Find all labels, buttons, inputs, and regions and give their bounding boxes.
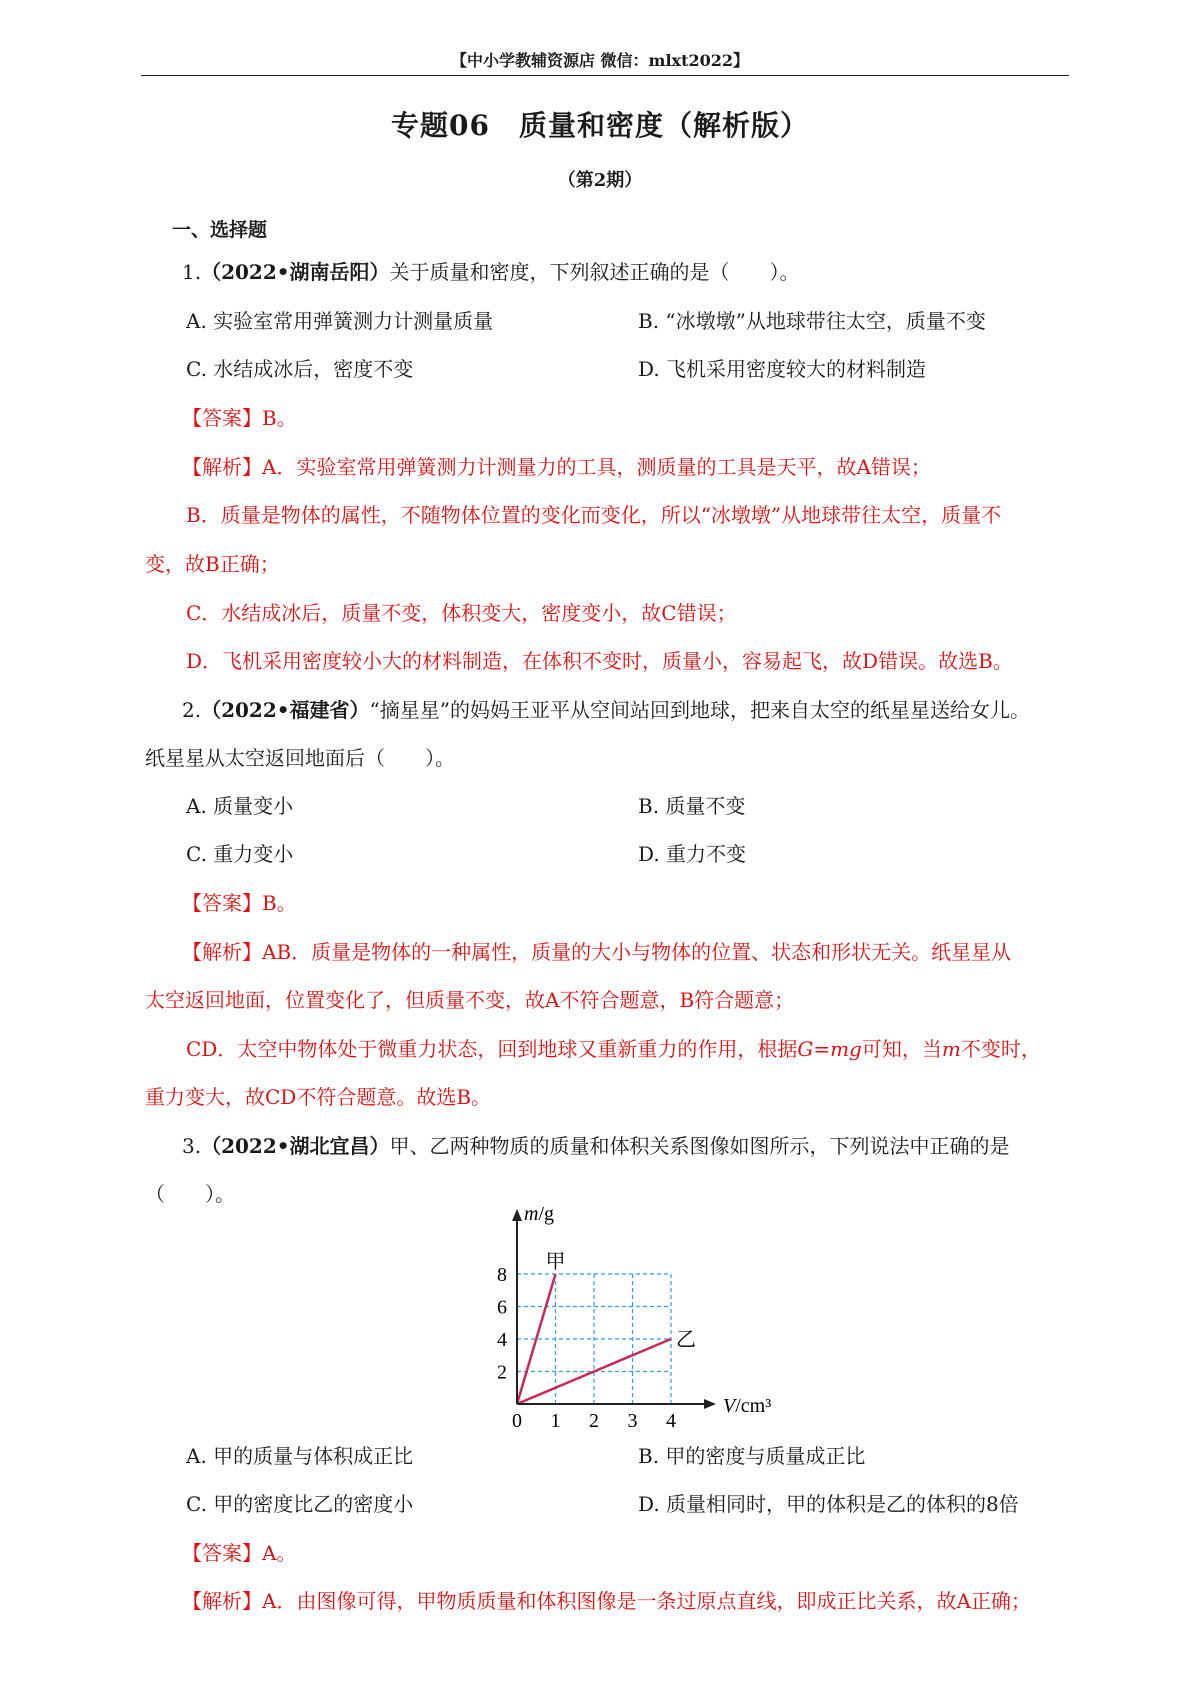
q2-stem-text: “摘星星”的妈妈王亚平从空间站回到地球，把来自太空的纸星星送给女儿。 [369,698,1030,722]
q1-option-c: C. 水结成冰后，密度不变 [186,357,414,381]
chart-grid [517,1274,671,1404]
x-tick-label: 4 [666,1410,676,1430]
chart-series [517,1251,696,1404]
q1-source: （2022•湖南岳阳） [201,260,390,284]
y-axis-label-var: m [524,1203,539,1225]
q1-analysis-line: C．水结成冰后，质量不变，体积变大，密度变小，故C错误； [186,601,737,625]
page-title: 专题06 质量和密度（解析版） [391,109,809,142]
q1-option-d: D. 飞机采用密度较大的材料制造 [638,357,927,381]
x-tick-label: 3 [627,1410,638,1430]
q3-answer: 【答案】A。 [182,1541,297,1565]
x-axis-arrow [704,1399,716,1409]
q2-number: 2. [182,698,202,722]
q2-stem [182,694,1030,723]
q2-option-d: D. 重力不变 [638,842,747,866]
q2-stem-line2: 纸星星从太空返回地面后（ ）。 [145,746,455,770]
q3-option-a: A. 甲的质量与体积成正比 [186,1444,414,1468]
issue-label: （第2期） [557,170,643,191]
q3-option-c: C. 甲的密度比乙的密度小 [186,1492,414,1516]
q2-option-c: C. 重力变小 [186,842,294,866]
q2-answer: 【答案】B。 [182,891,297,915]
y-tick-label: 4 [497,1329,507,1351]
x-axis-label-var: V [723,1395,736,1417]
q1-analysis-line: 【解析】A．实验室常用弹簧测力计测量力的工具，测质量的工具是天平，故A错误； [182,455,931,479]
x-axis-label [723,1395,771,1417]
page-header: 【中小学教辅资源店 微信：mlxt2022】 [450,51,750,70]
q2-formula: G=mg [797,1037,862,1061]
chart-axes [512,1209,716,1409]
series-line-jia [517,1274,556,1404]
q3-stem-text: 甲、乙两种物质的质量和体积关系图像如图所示，下列说法中正确的是 [389,1134,1010,1158]
q2-analysis-cd-text: 不变时， [960,1037,1041,1061]
q2-source: （2022•福建省） [201,698,370,722]
section-title: 一、选择题 [172,219,268,241]
x-tick-label: 2 [589,1410,599,1430]
q2-analysis-cd-text: CD．太空中物体处于微重力状态，回到地球又重新重力的作用，根据 [186,1037,798,1061]
q2-variable: m [941,1037,961,1061]
y-tick-label: 6 [497,1296,507,1319]
y-tick-label: 8 [497,1264,507,1286]
mass-volume-chart [480,1200,780,1430]
q1-analysis-line: B．质量是物体的属性，不随物体位置的变化而变化，所以“冰墩墩”从地球带往太空，质量不 [186,503,1002,527]
q2-option-b: B. 质量不变 [638,794,746,818]
series-label: 甲 [545,1251,566,1273]
q1-analysis-line: D．飞机采用密度较小大的材料制造，在体积不变时，质量小，容易起飞，故D错误。故选B。 [186,649,1013,673]
q1-option-a: A. 实验室常用弹簧测力计测量质量 [186,309,494,333]
y-axis-label [524,1203,554,1225]
y-axis-label-unit: /g [538,1203,555,1225]
q3-number: 3. [182,1134,202,1158]
q1-analysis-line: 变，故B正确； [145,552,280,576]
x-axis-label-unit: /cm³ [735,1395,772,1417]
q2-analysis-line: 太空返回地面，位置变化了，但质量不变，故A不符合题意，B符合题意； [145,988,795,1012]
x-tick-label: 0 [512,1410,522,1430]
q3-stem [182,1130,1010,1159]
x-tick-label: 1 [550,1410,561,1430]
series-label: 乙 [676,1329,696,1351]
q1-stem-text: 关于质量和密度，下列叙述正确的是（ ）。 [389,260,800,284]
q3-analysis-line: 【解析】A．由图像可得，甲物质质量和体积图像是一条过原点直线，即成正比关系，故A正确； [182,1589,1031,1613]
q1-stem [182,256,800,285]
q2-analysis-cd-text: 可知，当 [861,1037,942,1061]
q2-analysis-last: 重力变大，故CD不符合题意。故选B。 [145,1085,492,1109]
q2-analysis-cd [186,1033,1041,1062]
q2-analysis-line: 【解析】AB．质量是物体的一种属性，质量的大小与物体的位置、状态和形状无关。纸星星从 [182,940,1012,964]
q3-source: （2022•湖北宜昌） [201,1134,390,1158]
q3-option-b: B. 甲的密度与质量成正比 [638,1444,866,1468]
q1-option-b: B. “冰墩墩”从地球带往太空，质量不变 [638,309,986,333]
y-tick-label: 2 [497,1361,507,1384]
y-axis-arrow [512,1209,522,1221]
q1-answer: 【答案】B。 [182,406,297,430]
q1-number: 1. [182,260,202,284]
header-rule [141,75,1069,76]
q3-stem-line2: （ ）。 [145,1182,235,1206]
q2-option-a: A. 质量变小 [186,794,294,818]
q3-option-d: D. 质量相同时，甲的体积是乙的体积的8倍 [638,1492,1019,1516]
